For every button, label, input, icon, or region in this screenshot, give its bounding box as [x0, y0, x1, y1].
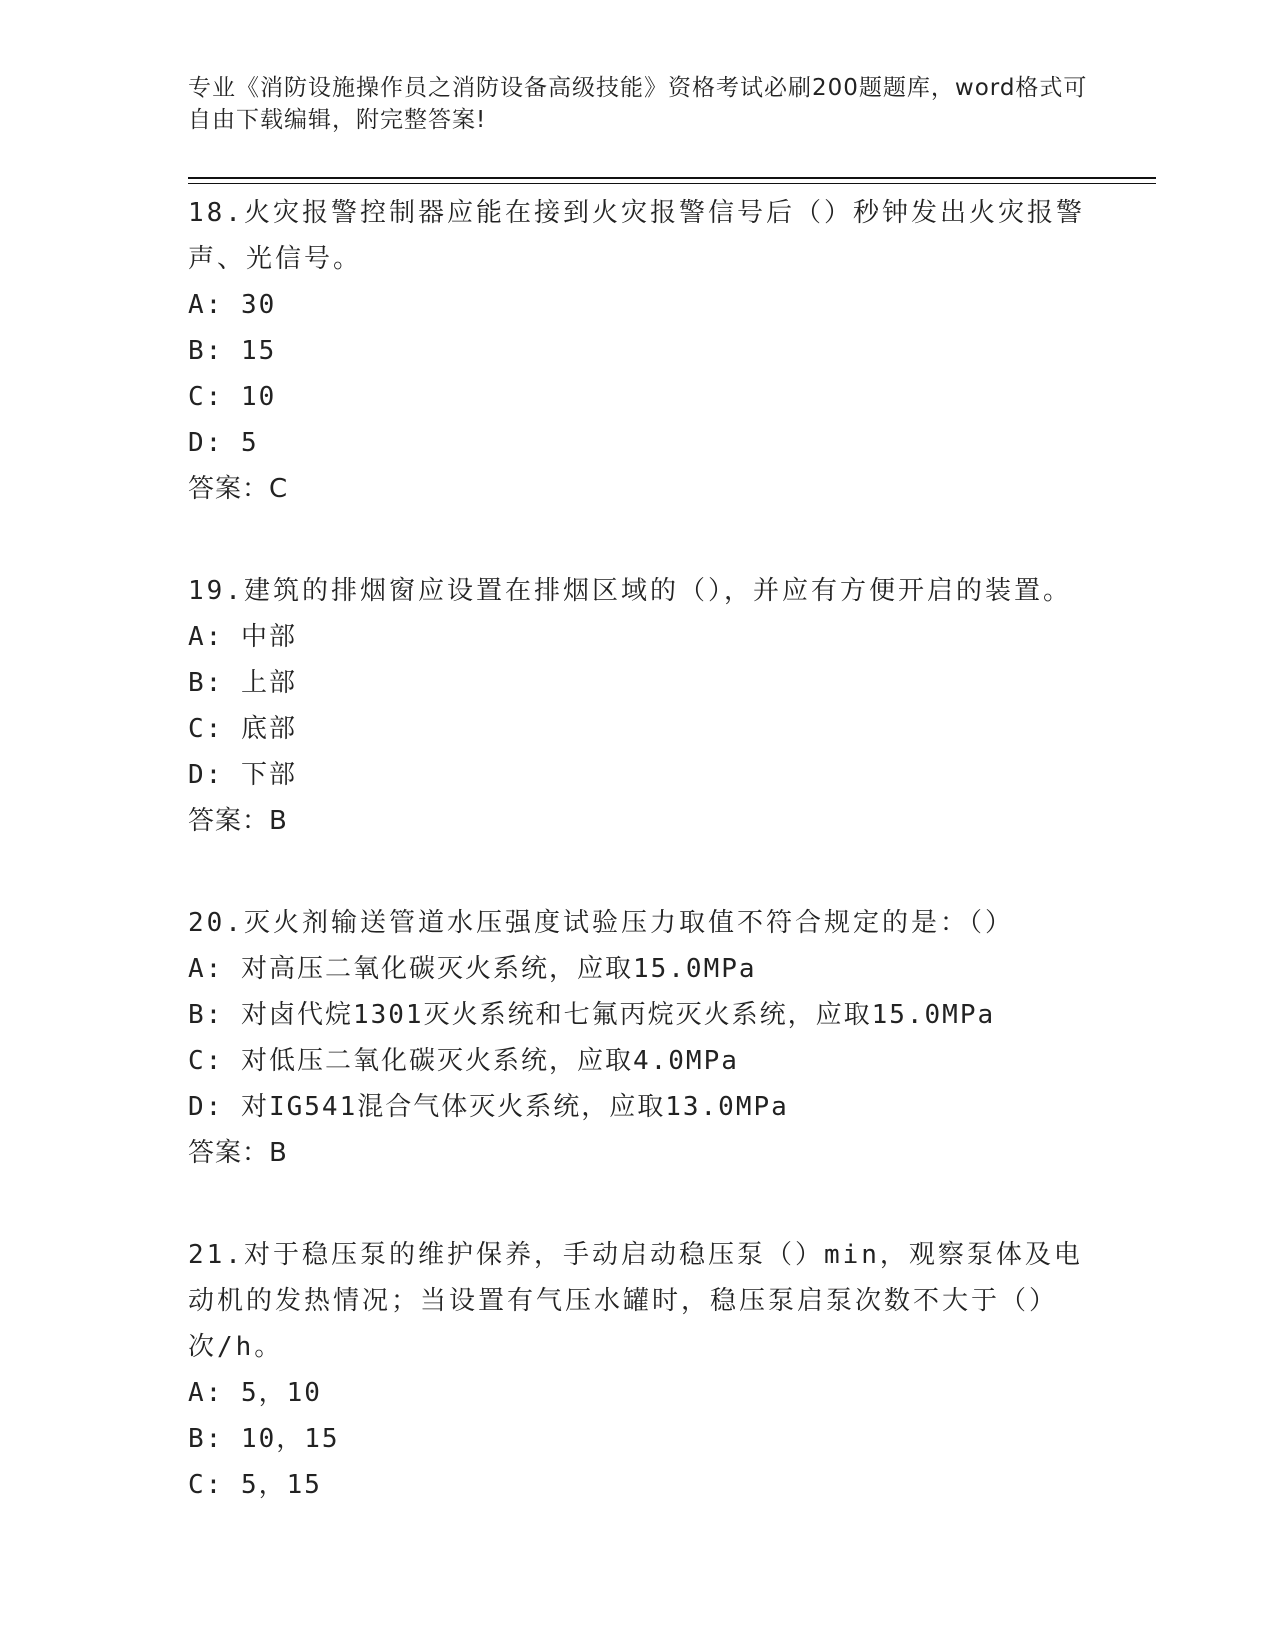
option-d: D: 下部 — [188, 760, 297, 790]
option-b: B: 15 — [188, 336, 277, 366]
question-20 — [188, 900, 1088, 1176]
question-stem: 19.建筑的排烟窗应设置在排烟区域的（），并应有方便开启的装置。 — [188, 576, 1072, 606]
question-stem: 18.火灾报警控制器应能在接到火灾报警信号后（）秒钟发出火灾报警声、光信号。 — [188, 198, 1085, 274]
header-rule-thick — [188, 177, 1156, 179]
option-a: A: 中部 — [188, 622, 297, 652]
question-list — [188, 190, 1088, 1564]
option-b: B: 对卤代烷1301灭火系统和七氟丙烷灭火系统，应取15.0MPa — [188, 1000, 996, 1030]
option-c: C: 对低压二氧化碳灭火系统，应取4.0MPa — [188, 1046, 739, 1076]
answer: 答案：C — [188, 474, 289, 504]
option-c: C: 底部 — [188, 714, 297, 744]
option-b: B: 10，15 — [188, 1424, 340, 1454]
question-18 — [188, 190, 1088, 512]
option-c: C: 10 — [188, 382, 277, 412]
question-21 — [188, 1232, 1088, 1508]
option-a: A: 30 — [188, 290, 277, 320]
option-a: A: 5，10 — [188, 1378, 322, 1408]
question-stem: 21.对于稳压泵的维护保养，手动启动稳压泵（）min，观察泵体及电动机的发热情况；当设置有气压水罐时，稳压泵启泵次数不大于（）次/h。 — [188, 1240, 1083, 1362]
header-rule-thin — [188, 183, 1156, 184]
option-c: C: 5，15 — [188, 1470, 322, 1500]
question-stem: 20.灭火剂输送管道水压强度试验压力取值不符合规定的是：（） — [188, 908, 1014, 938]
option-a: A: 对高压二氧化碳灭火系统，应取15.0MPa — [188, 954, 757, 984]
answer: 答案：B — [188, 806, 288, 836]
option-d: D: 5 — [188, 428, 259, 458]
option-b: B: 上部 — [188, 668, 297, 698]
answer: 答案：B — [188, 1138, 288, 1168]
question-19 — [188, 568, 1088, 844]
document-header: 专业《消防设施操作员之消防设备高级技能》资格考试必刷200题题库，word格式可自由下载编辑，附完整答案! — [188, 75, 1088, 133]
option-d: D: 对IG541混合气体灭火系统，应取13.0MPa — [188, 1092, 789, 1122]
